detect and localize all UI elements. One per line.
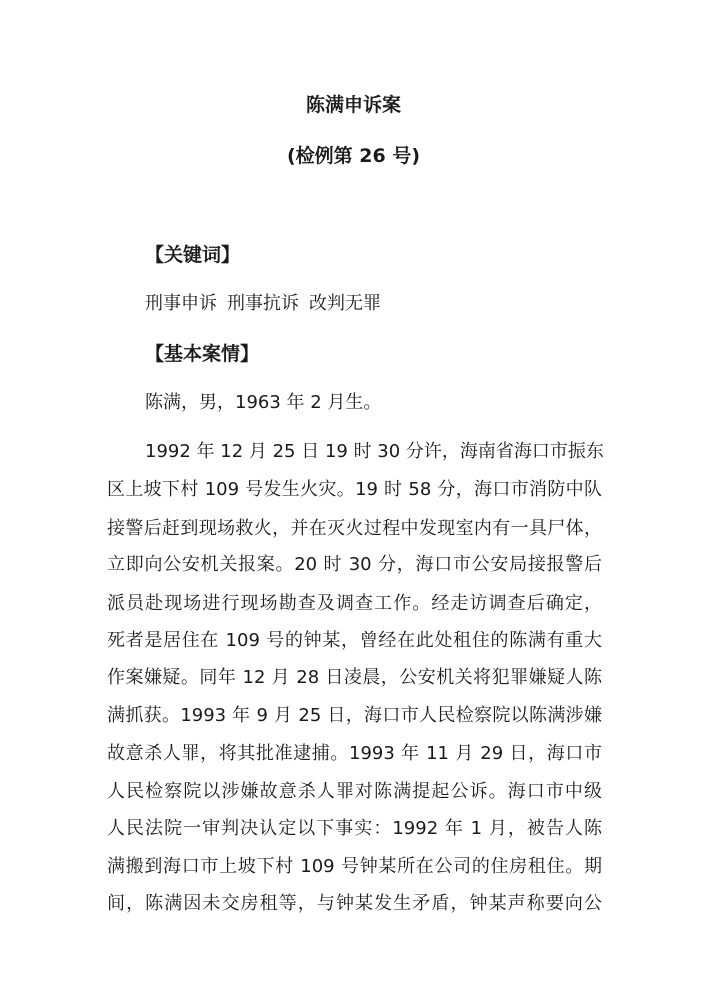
paragraph-line: 死者是居住在 109 号的钟某，曾经在此处租住的陈满有重大 <box>107 630 602 651</box>
basic-facts-heading: 【基本案情】 <box>145 343 260 365</box>
paragraph-line: 区上坡下村 109 号发生火灾。19 时 58 分，海口市消防中队 <box>107 479 602 500</box>
keywords-heading: 【关键词】 <box>145 244 241 266</box>
paragraph-line: 作案嫌疑。同年 12 月 28 日凌晨，公安机关将犯罪嫌疑人陈 <box>107 667 602 688</box>
paragraph-line: 接警后赶到现场救火，并在灭火过程中发现室内有一具尸体， <box>107 518 602 539</box>
keyword: 刑事抗诉 <box>227 293 299 314</box>
paragraph-line: 间，陈满因未交房租等，与钟某发生矛盾，钟某声称要向公 <box>107 893 602 914</box>
keyword: 刑事申诉 <box>145 293 217 314</box>
keywords-line <box>145 292 391 316</box>
paragraph-line: 立即向公安机关报案。20 时 30 分，海口市公安局接报警后 <box>107 554 602 575</box>
paragraph-line: 人民法院一审判决认定以下事实：1992 年 1 月，被告人陈 <box>107 818 602 839</box>
paragraph-line: 满搬到海口市上坡下村 109 号钟某所在公司的住房租住。期 <box>107 856 602 877</box>
paragraph-line: 故意杀人罪，将其批准逮捕。1993 年 11 月 29 日，海口市 <box>107 743 602 764</box>
paragraph-line: 1992 年 12 月 25 日 19 时 30 分许，海南省海口市振东 <box>145 441 604 462</box>
document-title: 陈满申诉案 <box>305 94 401 116</box>
keyword: 改判无罪 <box>309 293 381 314</box>
paragraph-line: 人民检察院以涉嫌故意杀人罪对陈满提起公诉。海口市中级 <box>107 781 602 802</box>
paragraph-line: 派员赴现场进行现场勘查及调查工作。经走访调查后确定， <box>107 593 602 614</box>
case-number: (检例第 26 号) <box>286 145 421 167</box>
defendant-intro-paragraph: 陈满，男，1963 年 2 月生。 <box>145 392 382 413</box>
paragraph-line: 满抓获。1993 年 9 月 25 日，海口市人民检察院以陈满涉嫌 <box>107 705 602 726</box>
